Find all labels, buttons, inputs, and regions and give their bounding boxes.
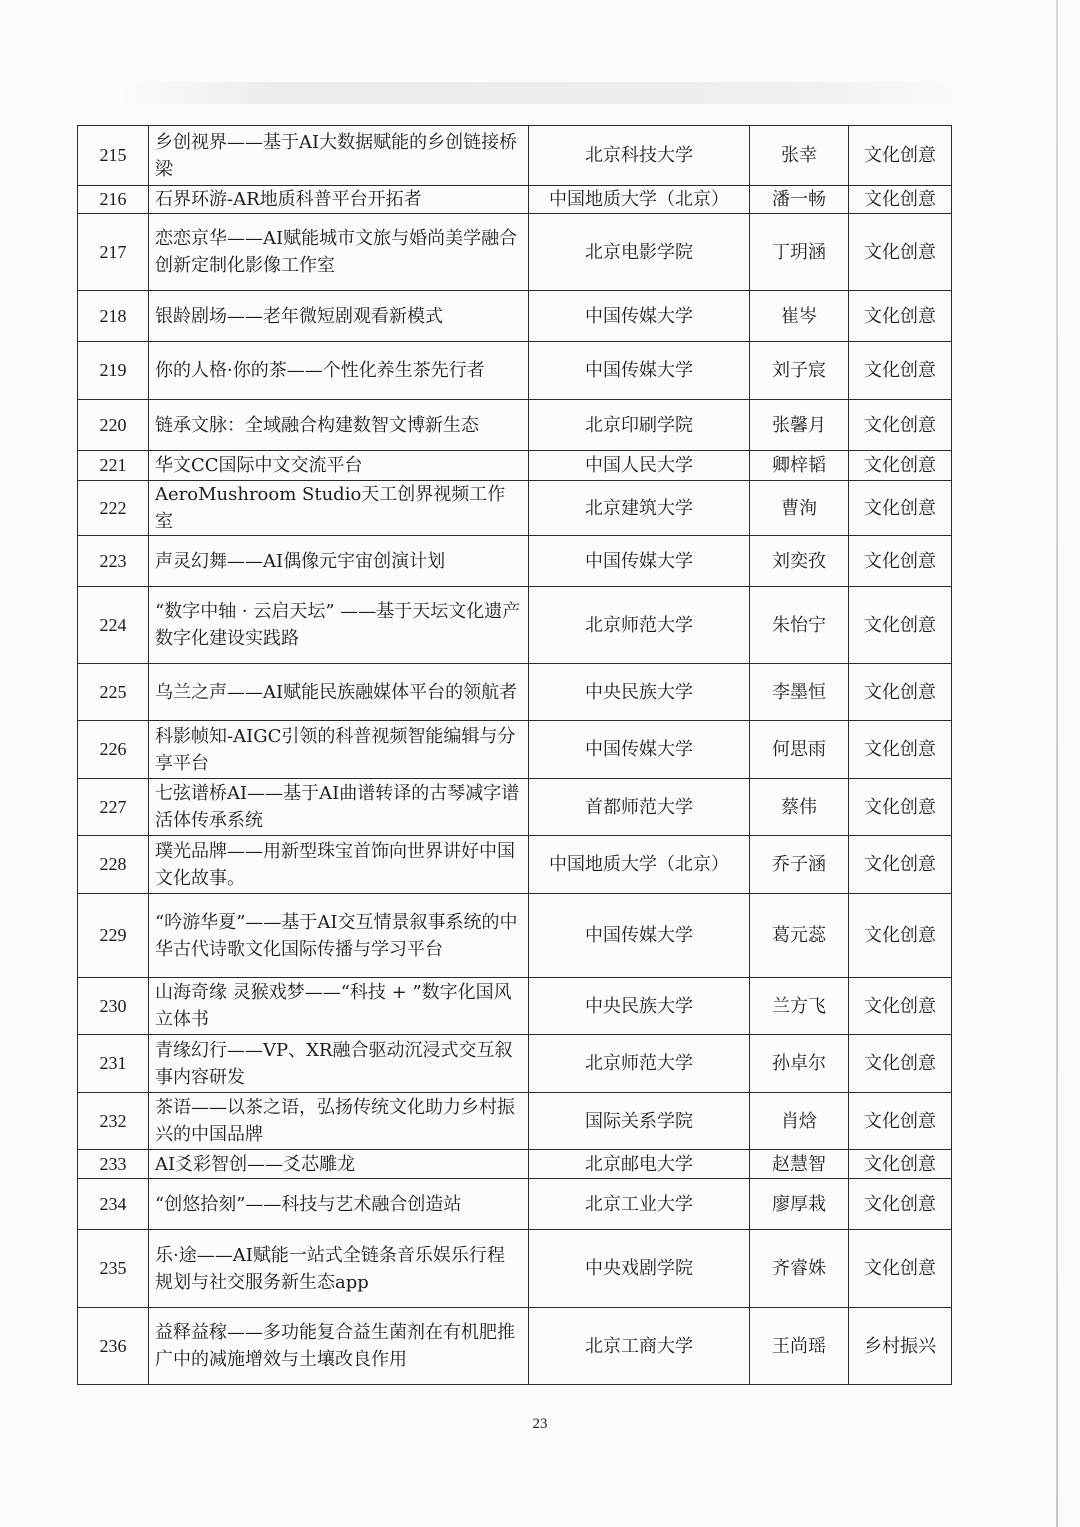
cell-number: 217 bbox=[78, 214, 149, 291]
table-row bbox=[78, 451, 952, 481]
page-edge bbox=[1056, 0, 1058, 1527]
cell-number: 232 bbox=[78, 1093, 149, 1150]
cell-category: 文化创意 bbox=[849, 1179, 952, 1230]
cell-project-name: “数字中轴 · 云启天坛” ——基于天坛文化遗产数字化建设实践路 bbox=[149, 587, 529, 664]
cell-project-name: 七弦谱桥AI——基于AI曲谱转译的古琴减字谱活体传承系统 bbox=[149, 779, 529, 836]
cell-leader: 潘一畅 bbox=[750, 186, 849, 214]
cell-school: 北京师范大学 bbox=[529, 1035, 750, 1093]
cell-school: 中国人民大学 bbox=[529, 451, 750, 481]
cell-category: 文化创意 bbox=[849, 978, 952, 1035]
cell-project-name: “吟游华夏”——基于AI交互情景叙事系统的中华古代诗歌文化国际传播与学习平台 bbox=[149, 894, 529, 978]
cell-number: 225 bbox=[78, 664, 149, 721]
cell-project-name: AI爻彩智创——爻芯雕龙 bbox=[149, 1150, 529, 1179]
cell-school: 北京印刷学院 bbox=[529, 400, 750, 451]
cell-category: 文化创意 bbox=[849, 214, 952, 291]
cell-leader: 李墨恒 bbox=[750, 664, 849, 721]
cell-category: 文化创意 bbox=[849, 536, 952, 587]
cell-leader: 张幸 bbox=[750, 126, 849, 186]
table-row bbox=[78, 721, 952, 779]
cell-leader: 崔岑 bbox=[750, 291, 849, 342]
cell-school: 北京电影学院 bbox=[529, 214, 750, 291]
scan-shadow bbox=[120, 82, 970, 104]
cell-project-name: 声灵幻舞——AI偶像元宇宙创演计划 bbox=[149, 536, 529, 587]
cell-category: 文化创意 bbox=[849, 342, 952, 400]
cell-leader: 朱怡宁 bbox=[750, 587, 849, 664]
cell-project-name: 青缘幻行——VP、XR融合驱动沉浸式交互叙事内容研发 bbox=[149, 1035, 529, 1093]
cell-category: 文化创意 bbox=[849, 1230, 952, 1308]
cell-leader: 赵慧智 bbox=[750, 1150, 849, 1179]
cell-project-name: 你的人格·你的茶——个性化养生茶先行者 bbox=[149, 342, 529, 400]
cell-number: 228 bbox=[78, 836, 149, 894]
cell-category: 文化创意 bbox=[849, 400, 952, 451]
cell-leader: 蔡伟 bbox=[750, 779, 849, 836]
cell-category: 文化创意 bbox=[849, 291, 952, 342]
table-row bbox=[78, 978, 952, 1035]
cell-school: 中国传媒大学 bbox=[529, 342, 750, 400]
cell-school: 北京建筑大学 bbox=[529, 481, 750, 536]
table-row bbox=[78, 1179, 952, 1230]
table-row bbox=[78, 126, 952, 186]
cell-number: 221 bbox=[78, 451, 149, 481]
cell-number: 227 bbox=[78, 779, 149, 836]
project-table bbox=[77, 125, 952, 1385]
cell-leader: 兰方飞 bbox=[750, 978, 849, 1035]
cell-project-name: 乌兰之声——AI赋能民族融媒体平台的领航者 bbox=[149, 664, 529, 721]
table-row bbox=[78, 536, 952, 587]
cell-leader: 何思雨 bbox=[750, 721, 849, 779]
cell-category: 文化创意 bbox=[849, 451, 952, 481]
cell-leader: 王尚瑶 bbox=[750, 1308, 849, 1385]
cell-category: 文化创意 bbox=[849, 721, 952, 779]
cell-school: 北京工商大学 bbox=[529, 1308, 750, 1385]
cell-project-name: AeroMushroom Studio天工创界视频工作室 bbox=[149, 481, 529, 536]
table-row bbox=[78, 291, 952, 342]
cell-school: 中央民族大学 bbox=[529, 978, 750, 1035]
cell-number: 230 bbox=[78, 978, 149, 1035]
table-row bbox=[78, 400, 952, 451]
table-row bbox=[78, 1035, 952, 1093]
cell-category: 文化创意 bbox=[849, 894, 952, 978]
table-row bbox=[78, 1150, 952, 1179]
cell-school: 北京邮电大学 bbox=[529, 1150, 750, 1179]
cell-project-name: 乡创视界——基于AI大数据赋能的乡创链接桥梁 bbox=[149, 126, 529, 186]
cell-category: 文化创意 bbox=[849, 1035, 952, 1093]
page-number: 23 bbox=[532, 1416, 548, 1432]
cell-leader: 乔子涵 bbox=[750, 836, 849, 894]
cell-leader: 张馨月 bbox=[750, 400, 849, 451]
cell-leader: 肖焓 bbox=[750, 1093, 849, 1150]
cell-school: 中国传媒大学 bbox=[529, 721, 750, 779]
cell-school: 中国传媒大学 bbox=[529, 536, 750, 587]
cell-number: 215 bbox=[78, 126, 149, 186]
table-row bbox=[78, 214, 952, 291]
cell-category: 乡村振兴 bbox=[849, 1308, 952, 1385]
table-row bbox=[78, 342, 952, 400]
cell-number: 231 bbox=[78, 1035, 149, 1093]
cell-number: 224 bbox=[78, 587, 149, 664]
cell-project-name: 山海奇缘 灵猴戏梦——“科技 + ”数字化国风立体书 bbox=[149, 978, 529, 1035]
cell-category: 文化创意 bbox=[849, 779, 952, 836]
table-row bbox=[78, 481, 952, 536]
cell-leader: 孙卓尔 bbox=[750, 1035, 849, 1093]
cell-category: 文化创意 bbox=[849, 1093, 952, 1150]
cell-number: 233 bbox=[78, 1150, 149, 1179]
cell-number: 223 bbox=[78, 536, 149, 587]
cell-school: 北京工业大学 bbox=[529, 1179, 750, 1230]
cell-school: 国际关系学院 bbox=[529, 1093, 750, 1150]
table-row bbox=[78, 1093, 952, 1150]
cell-project-name: 石界环游-AR地质科普平台开拓者 bbox=[149, 186, 529, 214]
cell-number: 234 bbox=[78, 1179, 149, 1230]
cell-school: 中国传媒大学 bbox=[529, 894, 750, 978]
cell-category: 文化创意 bbox=[849, 664, 952, 721]
cell-project-name: “创悠拾刻”——科技与艺术融合创造站 bbox=[149, 1179, 529, 1230]
cell-project-name: 链承文脉：全域融合构建数智文博新生态 bbox=[149, 400, 529, 451]
cell-leader: 葛元蕊 bbox=[750, 894, 849, 978]
cell-project-name: 茶语——以茶之语，弘扬传统文化助力乡村振兴的中国品牌 bbox=[149, 1093, 529, 1150]
cell-category: 文化创意 bbox=[849, 481, 952, 536]
cell-school: 中央民族大学 bbox=[529, 664, 750, 721]
cell-number: 226 bbox=[78, 721, 149, 779]
cell-category: 文化创意 bbox=[849, 1150, 952, 1179]
cell-school: 中国传媒大学 bbox=[529, 291, 750, 342]
cell-number: 229 bbox=[78, 894, 149, 978]
cell-number: 222 bbox=[78, 481, 149, 536]
table-row bbox=[78, 779, 952, 836]
cell-school: 中国地质大学（北京） bbox=[529, 186, 750, 214]
cell-school: 中国地质大学（北京） bbox=[529, 836, 750, 894]
table-row bbox=[78, 1230, 952, 1308]
cell-number: 216 bbox=[78, 186, 149, 214]
cell-leader: 齐睿姝 bbox=[750, 1230, 849, 1308]
cell-project-name: 恋恋京华——AI赋能城市文旅与婚尚美学融合创新定制化影像工作室 bbox=[149, 214, 529, 291]
table-body bbox=[78, 126, 952, 1385]
cell-project-name: 益释益稼——多功能复合益生菌剂在有机肥推广中的减施增效与土壤改良作用 bbox=[149, 1308, 529, 1385]
cell-category: 文化创意 bbox=[849, 186, 952, 214]
cell-category: 文化创意 bbox=[849, 126, 952, 186]
cell-leader: 丁玥涵 bbox=[750, 214, 849, 291]
cell-number: 218 bbox=[78, 291, 149, 342]
cell-school: 中央戏剧学院 bbox=[529, 1230, 750, 1308]
cell-leader: 刘子宸 bbox=[750, 342, 849, 400]
cell-number: 236 bbox=[78, 1308, 149, 1385]
table-row bbox=[78, 836, 952, 894]
cell-number: 220 bbox=[78, 400, 149, 451]
table-row bbox=[78, 664, 952, 721]
cell-leader: 卿梓韬 bbox=[750, 451, 849, 481]
cell-school: 北京师范大学 bbox=[529, 587, 750, 664]
cell-category: 文化创意 bbox=[849, 836, 952, 894]
cell-school: 北京科技大学 bbox=[529, 126, 750, 186]
cell-school: 首都师范大学 bbox=[529, 779, 750, 836]
cell-project-name: 科影帧知-AIGC引领的科普视频智能编辑与分享平台 bbox=[149, 721, 529, 779]
cell-project-name: 璞光品牌——用新型珠宝首饰向世界讲好中国文化故事。 bbox=[149, 836, 529, 894]
cell-project-name: 华文CC国际中文交流平台 bbox=[149, 451, 529, 481]
table-row bbox=[78, 1308, 952, 1385]
table-row bbox=[78, 894, 952, 978]
cell-number: 235 bbox=[78, 1230, 149, 1308]
cell-leader: 刘奕孜 bbox=[750, 536, 849, 587]
cell-number: 219 bbox=[78, 342, 149, 400]
cell-project-name: 银龄剧场——老年微短剧观看新模式 bbox=[149, 291, 529, 342]
table-row bbox=[78, 186, 952, 214]
cell-project-name: 乐·途——AI赋能一站式全链条音乐娱乐行程规划与社交服务新生态app bbox=[149, 1230, 529, 1308]
cell-leader: 曹洵 bbox=[750, 481, 849, 536]
table-row bbox=[78, 587, 952, 664]
cell-leader: 廖厚栽 bbox=[750, 1179, 849, 1230]
cell-category: 文化创意 bbox=[849, 587, 952, 664]
